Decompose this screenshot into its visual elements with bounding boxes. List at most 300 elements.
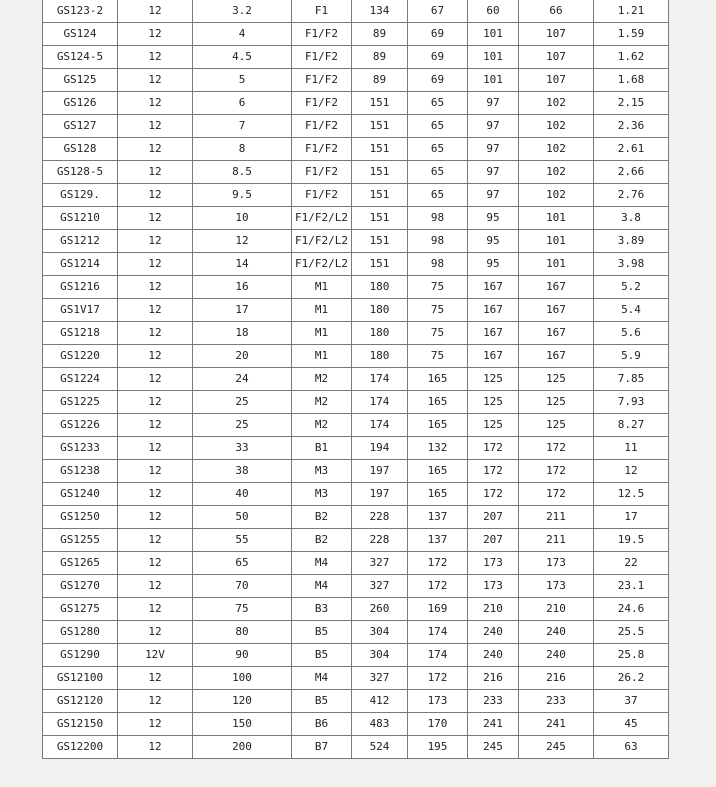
table-cell: 172 bbox=[468, 460, 519, 483]
table-cell: 107 bbox=[519, 46, 594, 69]
table-cell: GS1212 bbox=[43, 230, 118, 253]
table-cell: 14 bbox=[193, 253, 292, 276]
table-cell: F1/F2/L2 bbox=[292, 253, 352, 276]
table-cell: GS1275 bbox=[43, 598, 118, 621]
table-cell: 12 bbox=[118, 483, 193, 506]
table-cell: 102 bbox=[519, 92, 594, 115]
table-cell: 125 bbox=[519, 391, 594, 414]
table-cell: 125 bbox=[468, 391, 519, 414]
table-cell: 24 bbox=[193, 368, 292, 391]
table-cell: 304 bbox=[352, 644, 408, 667]
table-cell: 12 bbox=[118, 368, 193, 391]
table-cell: 12 bbox=[118, 690, 193, 713]
table-cell: F1/F2/L2 bbox=[292, 207, 352, 230]
table-cell: 69 bbox=[408, 69, 468, 92]
table-row bbox=[43, 368, 669, 391]
table-row bbox=[43, 92, 669, 115]
table-cell: 97 bbox=[468, 184, 519, 207]
table-cell: GS128-5 bbox=[43, 161, 118, 184]
table-row bbox=[43, 483, 669, 506]
table-cell: 327 bbox=[352, 667, 408, 690]
table-cell: 75 bbox=[408, 276, 468, 299]
table-cell: 174 bbox=[408, 644, 468, 667]
table-cell: GS125 bbox=[43, 69, 118, 92]
table-row bbox=[43, 506, 669, 529]
table-cell: 102 bbox=[519, 161, 594, 184]
table-cell: 98 bbox=[408, 207, 468, 230]
table-cell: 172 bbox=[519, 437, 594, 460]
table-cell: 172 bbox=[408, 667, 468, 690]
table-cell: 5 bbox=[193, 69, 292, 92]
table-row bbox=[43, 207, 669, 230]
table-cell: 240 bbox=[519, 644, 594, 667]
table-cell: B5 bbox=[292, 644, 352, 667]
table-row bbox=[43, 230, 669, 253]
table-cell: 89 bbox=[352, 23, 408, 46]
table-cell: 327 bbox=[352, 575, 408, 598]
table-cell: 9.5 bbox=[193, 184, 292, 207]
table-cell: GS124 bbox=[43, 23, 118, 46]
table-cell: 180 bbox=[352, 299, 408, 322]
table-cell: GS1226 bbox=[43, 414, 118, 437]
table-cell: 137 bbox=[408, 529, 468, 552]
table-cell: M1 bbox=[292, 345, 352, 368]
table-row bbox=[43, 0, 669, 23]
table-cell: 150 bbox=[193, 713, 292, 736]
table-row bbox=[43, 345, 669, 368]
table-cell: 180 bbox=[352, 276, 408, 299]
table-cell: 12 bbox=[118, 460, 193, 483]
table-cell: 3.98 bbox=[594, 253, 669, 276]
table-cell: 63 bbox=[594, 736, 669, 759]
table-cell: 12 bbox=[118, 575, 193, 598]
table-cell: 327 bbox=[352, 552, 408, 575]
table-cell: 55 bbox=[193, 529, 292, 552]
table-cell: 107 bbox=[519, 69, 594, 92]
table-cell: 3.2 bbox=[193, 0, 292, 23]
table-cell: 8.27 bbox=[594, 414, 669, 437]
table-cell: 245 bbox=[519, 736, 594, 759]
battery-spec-table bbox=[42, 0, 669, 759]
table-row bbox=[43, 598, 669, 621]
table-cell: 2.66 bbox=[594, 161, 669, 184]
table-row bbox=[43, 460, 669, 483]
table-cell: 207 bbox=[468, 529, 519, 552]
table-cell: GS1250 bbox=[43, 506, 118, 529]
table-cell: 12 bbox=[118, 23, 193, 46]
table-cell: 12 bbox=[118, 552, 193, 575]
table-row bbox=[43, 23, 669, 46]
table-cell: GS123-2 bbox=[43, 0, 118, 23]
table-cell: B3 bbox=[292, 598, 352, 621]
table-cell: 125 bbox=[519, 414, 594, 437]
table-cell: 19.5 bbox=[594, 529, 669, 552]
table-cell: GS1265 bbox=[43, 552, 118, 575]
table-cell: 12 bbox=[118, 391, 193, 414]
table-cell: 17 bbox=[594, 506, 669, 529]
table-cell: 12 bbox=[118, 92, 193, 115]
table-cell: GS1270 bbox=[43, 575, 118, 598]
table-cell: 102 bbox=[519, 184, 594, 207]
table-cell: 25 bbox=[193, 391, 292, 414]
table-cell: GS12120 bbox=[43, 690, 118, 713]
table-cell: 200 bbox=[193, 736, 292, 759]
table-cell: 233 bbox=[468, 690, 519, 713]
table-cell: M1 bbox=[292, 299, 352, 322]
table-cell: 151 bbox=[352, 138, 408, 161]
table-row bbox=[43, 391, 669, 414]
table-cell: F1/F2 bbox=[292, 138, 352, 161]
table-cell: 90 bbox=[193, 644, 292, 667]
table-cell: 304 bbox=[352, 621, 408, 644]
table-cell: GS12200 bbox=[43, 736, 118, 759]
table-cell: 7.85 bbox=[594, 368, 669, 391]
table-cell: 5.2 bbox=[594, 276, 669, 299]
table-cell: GS1224 bbox=[43, 368, 118, 391]
table-cell: 25.8 bbox=[594, 644, 669, 667]
table-cell: F1/F2/L2 bbox=[292, 230, 352, 253]
table-cell: 80 bbox=[193, 621, 292, 644]
table-cell: 12 bbox=[118, 529, 193, 552]
table-cell: 1.62 bbox=[594, 46, 669, 69]
table-cell: 172 bbox=[519, 460, 594, 483]
table-body bbox=[43, 0, 669, 759]
table-cell: M3 bbox=[292, 460, 352, 483]
table-cell: 211 bbox=[519, 506, 594, 529]
table-cell: 165 bbox=[408, 368, 468, 391]
table-cell: 69 bbox=[408, 46, 468, 69]
table-cell: 165 bbox=[408, 483, 468, 506]
table-cell: 172 bbox=[468, 483, 519, 506]
table-cell: 4 bbox=[193, 23, 292, 46]
table-cell: 45 bbox=[594, 713, 669, 736]
table-cell: M4 bbox=[292, 575, 352, 598]
table-cell: 75 bbox=[193, 598, 292, 621]
table-cell: 26.2 bbox=[594, 667, 669, 690]
table-cell: GS129. bbox=[43, 184, 118, 207]
table-cell: GS12100 bbox=[43, 667, 118, 690]
table-cell: 173 bbox=[519, 575, 594, 598]
table-cell: F1/F2 bbox=[292, 92, 352, 115]
table-cell: 101 bbox=[519, 253, 594, 276]
table-cell: 120 bbox=[193, 690, 292, 713]
table-cell: 5.4 bbox=[594, 299, 669, 322]
table-cell: 89 bbox=[352, 46, 408, 69]
table-cell: 172 bbox=[468, 437, 519, 460]
table-cell: 5.9 bbox=[594, 345, 669, 368]
table-row bbox=[43, 46, 669, 69]
table-cell: 260 bbox=[352, 598, 408, 621]
table-cell: 12 bbox=[118, 506, 193, 529]
table-cell: 67 bbox=[408, 0, 468, 23]
table-cell: 173 bbox=[468, 552, 519, 575]
table-cell: 25 bbox=[193, 414, 292, 437]
table-cell: GS124-5 bbox=[43, 46, 118, 69]
table-cell: 12 bbox=[118, 736, 193, 759]
table-cell: 173 bbox=[408, 690, 468, 713]
table-cell: 2.61 bbox=[594, 138, 669, 161]
table-cell: 66 bbox=[519, 0, 594, 23]
table-cell: 240 bbox=[519, 621, 594, 644]
table-cell: 75 bbox=[408, 345, 468, 368]
table-cell: 12 bbox=[118, 0, 193, 23]
table-cell: GS1280 bbox=[43, 621, 118, 644]
table-row bbox=[43, 736, 669, 759]
table-row bbox=[43, 621, 669, 644]
table-cell: 12 bbox=[193, 230, 292, 253]
table-cell: 37 bbox=[594, 690, 669, 713]
table-cell: M4 bbox=[292, 667, 352, 690]
table-row bbox=[43, 529, 669, 552]
table-cell: 89 bbox=[352, 69, 408, 92]
table-cell: 101 bbox=[519, 230, 594, 253]
table-cell: 137 bbox=[408, 506, 468, 529]
table-cell: 195 bbox=[408, 736, 468, 759]
table-cell: 167 bbox=[468, 345, 519, 368]
table-row bbox=[43, 299, 669, 322]
table-cell: 228 bbox=[352, 529, 408, 552]
table-cell: 210 bbox=[519, 598, 594, 621]
table-cell: GS1240 bbox=[43, 483, 118, 506]
table-row bbox=[43, 690, 669, 713]
table-cell: 11 bbox=[594, 437, 669, 460]
table-cell: 524 bbox=[352, 736, 408, 759]
table-cell: 174 bbox=[352, 391, 408, 414]
table-cell: M1 bbox=[292, 322, 352, 345]
table-cell: 12 bbox=[118, 276, 193, 299]
table-cell: 174 bbox=[408, 621, 468, 644]
table-cell: 165 bbox=[408, 414, 468, 437]
table-cell: 98 bbox=[408, 230, 468, 253]
table-cell: 5.6 bbox=[594, 322, 669, 345]
table-cell: 101 bbox=[468, 69, 519, 92]
table-cell: 216 bbox=[468, 667, 519, 690]
table-cell: 101 bbox=[468, 23, 519, 46]
table-cell: 98 bbox=[408, 253, 468, 276]
table-cell: 125 bbox=[519, 368, 594, 391]
table-cell: 12 bbox=[118, 299, 193, 322]
table-cell: 2.36 bbox=[594, 115, 669, 138]
table-cell: 167 bbox=[468, 322, 519, 345]
table-cell: 483 bbox=[352, 713, 408, 736]
table-cell: 12 bbox=[118, 667, 193, 690]
table-cell: 97 bbox=[468, 92, 519, 115]
table-cell: GS1290 bbox=[43, 644, 118, 667]
table-row bbox=[43, 69, 669, 92]
table-cell: M2 bbox=[292, 368, 352, 391]
table-cell: 12 bbox=[118, 598, 193, 621]
table-cell: 211 bbox=[519, 529, 594, 552]
table-cell: 70 bbox=[193, 575, 292, 598]
table-cell: 97 bbox=[468, 138, 519, 161]
table-cell: 172 bbox=[408, 552, 468, 575]
table-cell: 151 bbox=[352, 184, 408, 207]
table-cell: M2 bbox=[292, 391, 352, 414]
table-cell: 65 bbox=[408, 184, 468, 207]
table-cell: 95 bbox=[468, 207, 519, 230]
table-row bbox=[43, 322, 669, 345]
table-row bbox=[43, 161, 669, 184]
table-cell: 167 bbox=[519, 276, 594, 299]
table-cell: 194 bbox=[352, 437, 408, 460]
table-cell: 172 bbox=[408, 575, 468, 598]
table-cell: 172 bbox=[519, 483, 594, 506]
table-cell: 207 bbox=[468, 506, 519, 529]
table-cell: 151 bbox=[352, 115, 408, 138]
table-cell: 2.76 bbox=[594, 184, 669, 207]
table-cell: 12 bbox=[118, 69, 193, 92]
table-cell: 25.5 bbox=[594, 621, 669, 644]
table-cell: 240 bbox=[468, 621, 519, 644]
table-cell: 241 bbox=[519, 713, 594, 736]
table-cell: 24.6 bbox=[594, 598, 669, 621]
table-row bbox=[43, 437, 669, 460]
table-cell: 65 bbox=[408, 115, 468, 138]
table-cell: 8 bbox=[193, 138, 292, 161]
table-cell: 173 bbox=[468, 575, 519, 598]
table-cell: 12 bbox=[118, 230, 193, 253]
table-cell: GS1220 bbox=[43, 345, 118, 368]
table-cell: F1/F2 bbox=[292, 161, 352, 184]
table-cell: 95 bbox=[468, 253, 519, 276]
table-cell: 2.15 bbox=[594, 92, 669, 115]
table-cell: M4 bbox=[292, 552, 352, 575]
table-cell: 7.93 bbox=[594, 391, 669, 414]
table-cell: GS1216 bbox=[43, 276, 118, 299]
table-cell: 38 bbox=[193, 460, 292, 483]
table-cell: B6 bbox=[292, 713, 352, 736]
table-cell: GS1210 bbox=[43, 207, 118, 230]
table-cell: 167 bbox=[468, 299, 519, 322]
table-cell: 100 bbox=[193, 667, 292, 690]
table-cell: 12 bbox=[118, 161, 193, 184]
table-cell: 180 bbox=[352, 345, 408, 368]
table-cell: 12 bbox=[118, 713, 193, 736]
table-cell: B5 bbox=[292, 690, 352, 713]
table-row bbox=[43, 414, 669, 437]
table-cell: 134 bbox=[352, 0, 408, 23]
table-cell: 167 bbox=[519, 345, 594, 368]
table-cell: 102 bbox=[519, 138, 594, 161]
table-cell: 170 bbox=[408, 713, 468, 736]
table-cell: 151 bbox=[352, 253, 408, 276]
table-cell: 40 bbox=[193, 483, 292, 506]
table-cell: M2 bbox=[292, 414, 352, 437]
table-row bbox=[43, 138, 669, 161]
table-row bbox=[43, 552, 669, 575]
table-cell: GS1225 bbox=[43, 391, 118, 414]
table-cell: 240 bbox=[468, 644, 519, 667]
table-cell: 18 bbox=[193, 322, 292, 345]
table-cell: 12 bbox=[594, 460, 669, 483]
table-cell: 107 bbox=[519, 23, 594, 46]
table-cell: GS1214 bbox=[43, 253, 118, 276]
table-cell: GS1238 bbox=[43, 460, 118, 483]
table-row bbox=[43, 644, 669, 667]
table-cell: 12 bbox=[118, 138, 193, 161]
table-cell: 4.5 bbox=[193, 46, 292, 69]
table-row bbox=[43, 184, 669, 207]
table-cell: 75 bbox=[408, 299, 468, 322]
table-cell: 12 bbox=[118, 437, 193, 460]
table-cell: 75 bbox=[408, 322, 468, 345]
table-cell: 65 bbox=[408, 161, 468, 184]
table-cell: 20 bbox=[193, 345, 292, 368]
table-cell: 165 bbox=[408, 460, 468, 483]
table-cell: 97 bbox=[468, 161, 519, 184]
table-cell: 412 bbox=[352, 690, 408, 713]
table-cell: B1 bbox=[292, 437, 352, 460]
table-cell: 101 bbox=[519, 207, 594, 230]
table-row bbox=[43, 713, 669, 736]
table-cell: 50 bbox=[193, 506, 292, 529]
table-cell: 151 bbox=[352, 230, 408, 253]
table-cell: GS127 bbox=[43, 115, 118, 138]
table-cell: 10 bbox=[193, 207, 292, 230]
table-cell: GS1233 bbox=[43, 437, 118, 460]
table-cell: 12 bbox=[118, 46, 193, 69]
table-cell: 12 bbox=[118, 184, 193, 207]
table-cell: 69 bbox=[408, 23, 468, 46]
table-cell: 12 bbox=[118, 207, 193, 230]
table-cell: 210 bbox=[468, 598, 519, 621]
table-cell: 197 bbox=[352, 460, 408, 483]
table-cell: 65 bbox=[408, 92, 468, 115]
table-cell: 167 bbox=[519, 299, 594, 322]
table-cell: 12 bbox=[118, 621, 193, 644]
table-cell: 151 bbox=[352, 161, 408, 184]
table-cell: GS12150 bbox=[43, 713, 118, 736]
table-cell: 245 bbox=[468, 736, 519, 759]
table-cell: 173 bbox=[519, 552, 594, 575]
table-cell: 12 bbox=[118, 414, 193, 437]
table-cell: GS128 bbox=[43, 138, 118, 161]
table-cell: M3 bbox=[292, 483, 352, 506]
table-cell: GS1V17 bbox=[43, 299, 118, 322]
table-cell: 167 bbox=[519, 322, 594, 345]
table-cell: 12 bbox=[118, 322, 193, 345]
table-cell: 12 bbox=[118, 115, 193, 138]
table-cell: 95 bbox=[468, 230, 519, 253]
table-cell: 233 bbox=[519, 690, 594, 713]
table-cell: 17 bbox=[193, 299, 292, 322]
table-row bbox=[43, 575, 669, 598]
table-row bbox=[43, 667, 669, 690]
table-cell: 169 bbox=[408, 598, 468, 621]
table-cell: 102 bbox=[519, 115, 594, 138]
table-cell: 125 bbox=[468, 368, 519, 391]
table-cell: F1/F2 bbox=[292, 69, 352, 92]
table-cell: 3.89 bbox=[594, 230, 669, 253]
table-cell: 8.5 bbox=[193, 161, 292, 184]
table-cell: B2 bbox=[292, 529, 352, 552]
table-cell: F1/F2 bbox=[292, 115, 352, 138]
table-cell: 132 bbox=[408, 437, 468, 460]
table-cell: 97 bbox=[468, 115, 519, 138]
table-cell: 241 bbox=[468, 713, 519, 736]
table-cell: 216 bbox=[519, 667, 594, 690]
table-cell: 3.8 bbox=[594, 207, 669, 230]
table-row bbox=[43, 253, 669, 276]
table-cell: B7 bbox=[292, 736, 352, 759]
table-cell: 167 bbox=[468, 276, 519, 299]
table-cell: 1.59 bbox=[594, 23, 669, 46]
table-cell: 12 bbox=[118, 345, 193, 368]
table-cell: 33 bbox=[193, 437, 292, 460]
table-cell: 12 bbox=[118, 253, 193, 276]
table-cell: 165 bbox=[408, 391, 468, 414]
table-cell: 174 bbox=[352, 414, 408, 437]
